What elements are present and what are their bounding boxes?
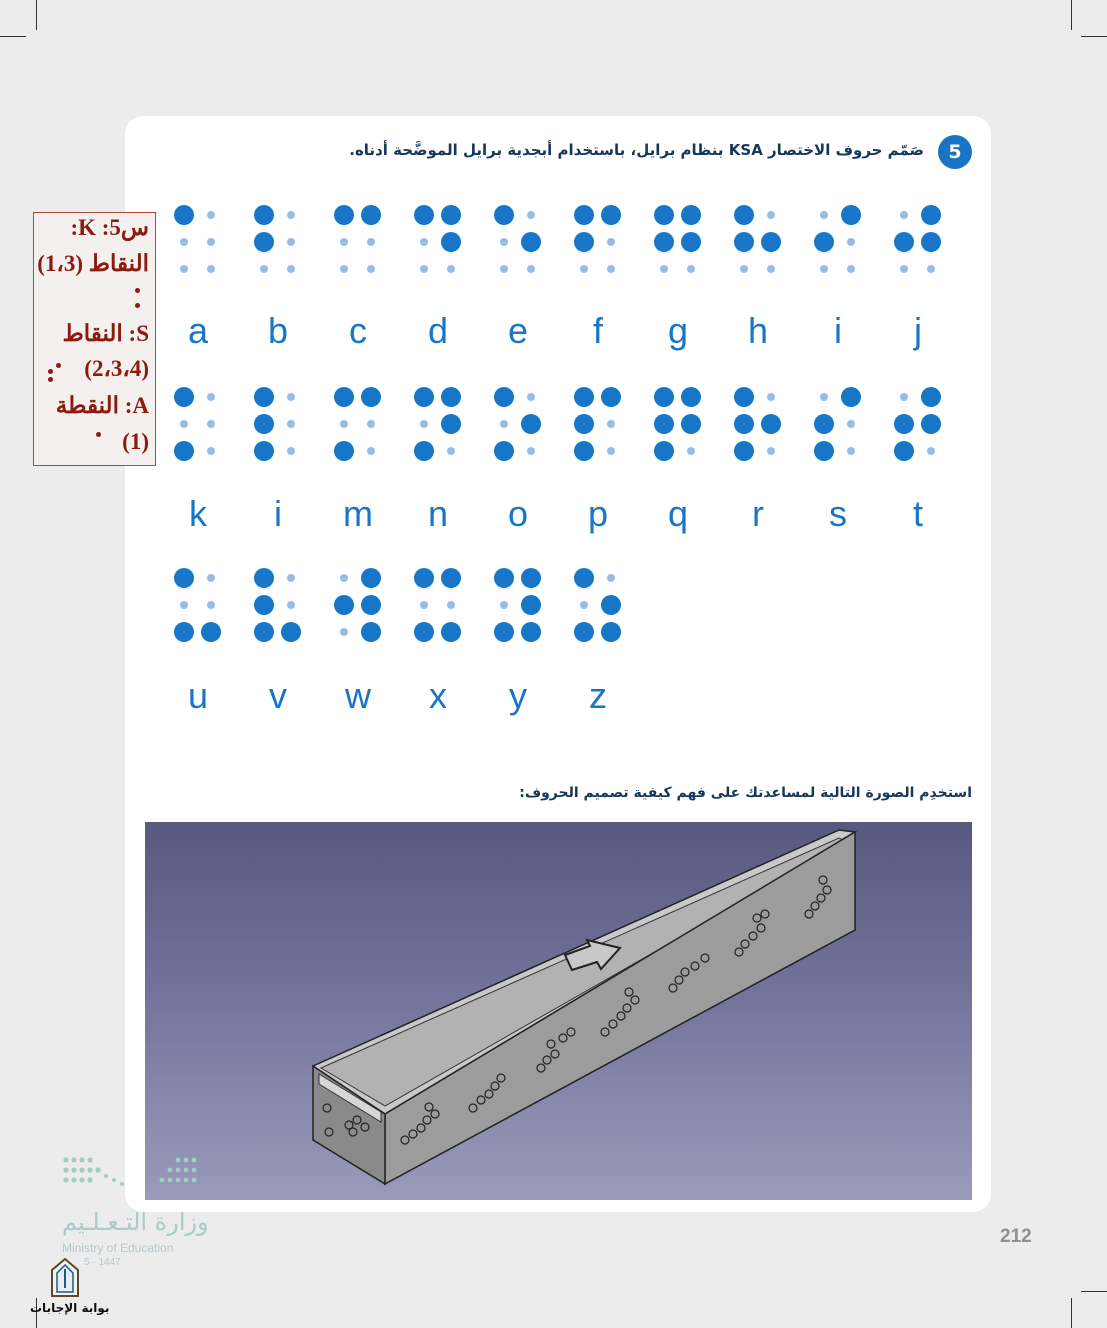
braille-dot-raised <box>281 622 301 642</box>
crop-mark <box>1081 36 1107 37</box>
braille-beam-illustration <box>145 822 972 1200</box>
braille-cell-u <box>172 568 224 648</box>
braille-dot-raised <box>574 622 594 642</box>
braille-dot-raised <box>414 622 434 642</box>
braille-dot-flat <box>207 574 215 582</box>
braille-dot-raised <box>174 205 194 225</box>
braille-dot-raised <box>894 414 914 434</box>
braille-dot-raised <box>441 568 461 588</box>
braille-dot-flat <box>500 265 508 273</box>
braille-dot-raised <box>441 232 461 252</box>
braille-dot-raised <box>654 414 674 434</box>
braille-letter-label: u <box>187 675 209 716</box>
braille-dot-flat <box>500 238 508 246</box>
braille-dot-flat <box>420 420 428 428</box>
braille-dot-raised <box>361 622 381 642</box>
braille-cell-n <box>412 387 464 467</box>
braille-dot-raised <box>761 232 781 252</box>
braille-dot-flat <box>847 238 855 246</box>
braille-dot-flat <box>287 420 295 428</box>
braille-dot-flat <box>207 447 215 455</box>
braille-letter-label: p <box>587 493 609 534</box>
answer-s-dots: (2،3،4) <box>84 356 149 381</box>
braille-letter-label: v <box>269 675 287 716</box>
braille-dot-raised <box>601 205 621 225</box>
braille-dot-flat <box>687 447 695 455</box>
braille-dot-flat <box>367 420 375 428</box>
braille-dot-flat <box>367 238 375 246</box>
braille-dot-raised <box>841 205 861 225</box>
braille-dot-raised <box>441 205 461 225</box>
braille-cell-v <box>252 568 304 648</box>
answer-a-braille-dot <box>96 432 101 437</box>
braille-dot-raised <box>654 232 674 252</box>
answer-box <box>33 212 156 466</box>
instruction-text: استخدِم الصورة التالية لمساعدتك على فهم كيفية تصميم الحروف: <box>519 785 972 801</box>
braille-dot-flat <box>287 447 295 455</box>
braille-letter-label: i <box>274 493 282 534</box>
braille-dot-flat <box>847 447 855 455</box>
braille-cell-z <box>572 568 624 648</box>
braille-dot-raised <box>254 595 274 615</box>
braille-dot-raised <box>921 205 941 225</box>
question-text: صَمّم حروف الاختصار KSA بنظام برايل، باستخدام أبجدية برايل الموضَّحة أدناه. <box>349 141 924 159</box>
braille-cell-i <box>252 387 304 467</box>
braille-dot-raised <box>361 595 381 615</box>
crop-mark <box>1071 0 1072 30</box>
braille-dot-flat <box>767 265 775 273</box>
braille-dot-raised <box>734 387 754 407</box>
braille-dot-raised <box>521 595 541 615</box>
braille-dot-raised <box>734 232 754 252</box>
braille-dot-flat <box>900 211 908 219</box>
braille-dot-flat <box>180 265 188 273</box>
braille-dot-flat <box>367 447 375 455</box>
braille-letter-label: t <box>912 493 923 534</box>
answer-a-label: A: النقطة <box>55 393 149 418</box>
braille-letter-label: g <box>667 310 689 351</box>
braille-dot-flat <box>420 265 428 273</box>
braille-dot-flat <box>767 447 775 455</box>
braille-dot-raised <box>361 568 381 588</box>
braille-dot-flat <box>420 238 428 246</box>
braille-model-image <box>145 822 972 1200</box>
braille-dot-raised <box>414 387 434 407</box>
braille-dot-raised <box>494 568 514 588</box>
braille-dot-flat <box>207 238 215 246</box>
braille-dot-flat <box>340 420 348 428</box>
braille-dot-flat <box>500 420 508 428</box>
braille-dot-raised <box>521 414 541 434</box>
braille-dot-raised <box>574 441 594 461</box>
braille-dot-raised <box>361 205 381 225</box>
braille-dot-raised <box>681 232 701 252</box>
braille-letter-label: y <box>509 675 527 716</box>
braille-dot-flat <box>527 265 535 273</box>
braille-dot-flat <box>340 238 348 246</box>
braille-dot-flat <box>927 265 935 273</box>
braille-letter-label: c <box>349 310 367 351</box>
braille-dot-flat <box>180 420 188 428</box>
braille-dot-raised <box>894 441 914 461</box>
ministry-name-english: Ministry of Education <box>62 1241 174 1255</box>
braille-dot-flat <box>527 447 535 455</box>
braille-cell-w <box>332 568 384 648</box>
braille-dot-raised <box>654 387 674 407</box>
braille-dot-raised <box>254 387 274 407</box>
braille-dot-raised <box>254 232 274 252</box>
braille-dot-flat <box>607 420 615 428</box>
braille-cell-k <box>172 387 224 467</box>
braille-dot-flat <box>580 265 588 273</box>
braille-dot-flat <box>447 447 455 455</box>
braille-dot-raised <box>334 441 354 461</box>
braille-dot-flat <box>740 265 748 273</box>
braille-dot-flat <box>287 393 295 401</box>
braille-dot-raised <box>681 414 701 434</box>
braille-dot-flat <box>660 265 668 273</box>
braille-dot-flat <box>207 393 215 401</box>
braille-letter-label: d <box>427 310 449 351</box>
braille-cell-a <box>172 205 224 285</box>
braille-dot-flat <box>260 265 268 273</box>
braille-dot-flat <box>207 420 215 428</box>
braille-dot-flat <box>287 211 295 219</box>
braille-dot-raised <box>681 387 701 407</box>
braille-dot-raised <box>254 568 274 588</box>
braille-dot-raised <box>814 414 834 434</box>
braille-dot-flat <box>180 238 188 246</box>
crop-mark <box>1081 1291 1107 1292</box>
braille-letter-label: w <box>345 675 371 716</box>
braille-dot-raised <box>601 595 621 615</box>
answer-k-braille-dot <box>135 288 140 293</box>
braille-letter-label: m <box>343 493 373 534</box>
braille-letter-label: a <box>187 310 209 351</box>
braille-cell-p <box>572 387 624 467</box>
answer-k-dots: النقاط (1،3) <box>37 251 149 276</box>
braille-dot-raised <box>574 205 594 225</box>
braille-cell-i <box>812 205 864 285</box>
crop-mark <box>36 0 37 30</box>
braille-letter-label: h <box>747 310 769 351</box>
braille-dot-flat <box>527 211 535 219</box>
answer-k-braille-dot <box>135 303 140 308</box>
braille-cell-h <box>732 205 784 285</box>
braille-dot-raised <box>654 205 674 225</box>
braille-cell-f <box>572 205 624 285</box>
braille-dot-raised <box>414 568 434 588</box>
braille-dot-raised <box>441 622 461 642</box>
braille-cell-y <box>492 568 544 648</box>
braille-letter-label: b <box>267 310 289 351</box>
braille-dot-raised <box>494 622 514 642</box>
page-number: 212 <box>1000 1226 1032 1247</box>
braille-cell-c <box>332 205 384 285</box>
braille-dot-raised <box>734 441 754 461</box>
braille-letter-label: o <box>507 493 529 534</box>
braille-dot-raised <box>174 568 194 588</box>
braille-dot-raised <box>494 441 514 461</box>
braille-dot-flat <box>340 265 348 273</box>
braille-dot-raised <box>361 387 381 407</box>
braille-dot-raised <box>521 568 541 588</box>
braille-dot-flat <box>607 447 615 455</box>
braille-letter-label: n <box>427 493 449 534</box>
braille-dot-flat <box>420 601 428 609</box>
braille-cell-r <box>732 387 784 467</box>
braille-dot-flat <box>767 211 775 219</box>
braille-dot-flat <box>820 393 828 401</box>
braille-cell-t <box>892 387 944 467</box>
braille-cell-q <box>652 387 704 467</box>
braille-dot-raised <box>814 441 834 461</box>
braille-letter-label: i <box>834 310 842 351</box>
braille-dot-flat <box>287 265 295 273</box>
braille-letter-label: z <box>589 675 607 716</box>
answer-a-dots: (1) <box>122 429 149 454</box>
braille-dot-raised <box>334 387 354 407</box>
braille-dot-raised <box>521 232 541 252</box>
answer-s-braille-dot <box>48 369 53 374</box>
braille-letter-label: j <box>914 310 922 351</box>
braille-letter-label: r <box>752 493 764 534</box>
braille-dot-raised <box>681 205 701 225</box>
braille-dot-raised <box>921 232 941 252</box>
braille-dot-raised <box>254 622 274 642</box>
braille-dot-flat <box>607 574 615 582</box>
site-logo-icon <box>44 1256 86 1300</box>
braille-dot-flat <box>900 265 908 273</box>
braille-dot-flat <box>687 265 695 273</box>
ministry-name-arabic: وزارة التـعـلـيم <box>62 1208 209 1236</box>
braille-dot-flat <box>447 601 455 609</box>
ministry-dots-logo <box>60 1154 200 1198</box>
braille-dot-raised <box>174 622 194 642</box>
braille-cell-j <box>892 205 944 285</box>
braille-dot-raised <box>601 387 621 407</box>
braille-dot-flat <box>767 393 775 401</box>
braille-letter-label: e <box>507 310 529 351</box>
braille-dot-flat <box>180 601 188 609</box>
braille-dot-raised <box>254 414 274 434</box>
braille-dot-flat <box>447 265 455 273</box>
braille-letter-label: s <box>829 493 847 534</box>
braille-dot-flat <box>207 211 215 219</box>
braille-dot-raised <box>174 441 194 461</box>
braille-cell-g <box>652 205 704 285</box>
braille-dot-raised <box>414 205 434 225</box>
braille-cell-d <box>412 205 464 285</box>
braille-dot-raised <box>334 205 354 225</box>
braille-cell-o <box>492 387 544 467</box>
braille-letter-label: k <box>189 493 207 534</box>
braille-cell-m <box>332 387 384 467</box>
braille-dot-raised <box>521 622 541 642</box>
question-number-badge: 5 <box>938 135 972 169</box>
braille-dot-flat <box>820 265 828 273</box>
braille-dot-raised <box>574 568 594 588</box>
braille-dot-flat <box>527 393 535 401</box>
braille-cell-s <box>812 387 864 467</box>
braille-dot-flat <box>207 265 215 273</box>
braille-dot-raised <box>174 387 194 407</box>
braille-dot-flat <box>287 238 295 246</box>
braille-dot-raised <box>734 414 754 434</box>
braille-dot-flat <box>607 265 615 273</box>
braille-letter-label: x <box>429 675 447 716</box>
braille-dot-raised <box>414 441 434 461</box>
braille-dot-flat <box>847 420 855 428</box>
braille-dot-raised <box>254 441 274 461</box>
braille-dot-flat <box>927 447 935 455</box>
braille-dot-raised <box>254 205 274 225</box>
braille-dot-flat <box>287 574 295 582</box>
braille-dot-raised <box>201 622 221 642</box>
braille-dot-raised <box>494 387 514 407</box>
crop-mark <box>0 36 26 37</box>
braille-dot-raised <box>921 414 941 434</box>
answer-k-label: س5: K: <box>70 215 149 240</box>
braille-dot-raised <box>574 414 594 434</box>
braille-dot-flat <box>367 265 375 273</box>
braille-cell-x <box>412 568 464 648</box>
braille-dot-flat <box>500 601 508 609</box>
braille-letter-label: f <box>592 310 603 351</box>
braille-dot-flat <box>340 628 348 636</box>
braille-dot-raised <box>734 205 754 225</box>
braille-dot-raised <box>841 387 861 407</box>
ministry-year: 5 - 1447 <box>84 1257 121 1268</box>
braille-dot-flat <box>287 601 295 609</box>
braille-cell-e <box>492 205 544 285</box>
braille-dot-flat <box>207 601 215 609</box>
braille-letter-label: q <box>667 493 689 534</box>
braille-dot-raised <box>894 232 914 252</box>
braille-dot-flat <box>847 265 855 273</box>
braille-dot-raised <box>921 387 941 407</box>
braille-dot-flat <box>580 601 588 609</box>
braille-dot-raised <box>814 232 834 252</box>
answer-s-braille-dot <box>48 377 53 382</box>
braille-dot-flat <box>820 211 828 219</box>
answer-s-braille-dot <box>56 363 61 368</box>
crop-mark <box>1071 1298 1072 1328</box>
braille-dot-raised <box>574 232 594 252</box>
site-name: بوابة الإجابات <box>30 1301 110 1315</box>
braille-dot-raised <box>494 205 514 225</box>
braille-dot-raised <box>334 595 354 615</box>
braille-dot-flat <box>607 238 615 246</box>
braille-dot-raised <box>441 387 461 407</box>
braille-dot-raised <box>654 441 674 461</box>
braille-dot-raised <box>441 414 461 434</box>
braille-dot-raised <box>761 414 781 434</box>
braille-cell-b <box>252 205 304 285</box>
braille-dot-raised <box>601 622 621 642</box>
braille-dot-raised <box>574 387 594 407</box>
braille-dot-flat <box>340 574 348 582</box>
answer-s-label: S: النقاط <box>62 321 149 346</box>
braille-dot-flat <box>900 393 908 401</box>
